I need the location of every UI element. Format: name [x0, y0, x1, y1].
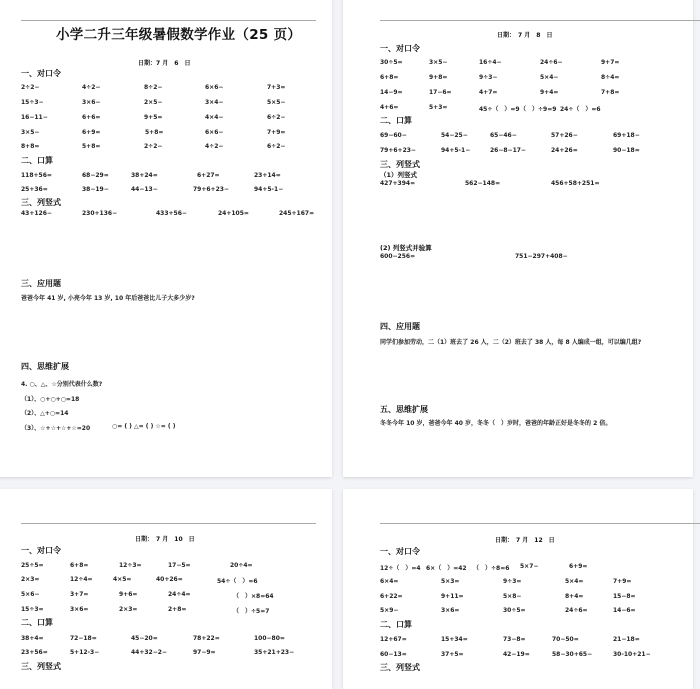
section-heading: 三、列竖式 — [21, 662, 61, 671]
problem: 6×6− — [205, 84, 224, 91]
problem: 15+34= — [441, 636, 468, 643]
problem: 3×6= — [70, 606, 89, 613]
problem: 2÷2− — [21, 84, 40, 91]
problem: 6+8= — [380, 74, 399, 81]
sub-heading: (2) 列竖式并验算 — [380, 244, 432, 252]
problem: 9÷3− — [479, 74, 498, 81]
problem: 9+7= — [601, 59, 620, 66]
problem: 23+56= — [21, 649, 48, 656]
problem: 42−19= — [503, 651, 530, 658]
problem: 30÷5= — [503, 607, 526, 614]
page-header-rule — [21, 20, 316, 21]
section-heading: 一、对口令 — [21, 546, 61, 555]
problem: 245+167= — [279, 210, 315, 217]
problem: 38+4= — [21, 635, 44, 642]
problem: 5+8= — [82, 143, 101, 150]
problem: 15−8= — [613, 593, 636, 600]
problem: 3×6− — [82, 99, 101, 106]
section-heading: 二、口算 — [380, 620, 412, 629]
section-heading: 二、口算 — [21, 618, 53, 627]
problem: 68−29= — [82, 172, 109, 179]
problem: 17−5= — [168, 562, 191, 569]
problem: 2÷2− — [144, 143, 163, 150]
problem: 12÷4= — [70, 576, 93, 583]
problem: 230+136− — [82, 210, 118, 217]
problem: 6+22= — [380, 593, 403, 600]
problem: 24+26= — [551, 147, 578, 154]
problem: 3×6= — [441, 607, 460, 614]
problem: 94+5-1− — [441, 147, 471, 154]
problem: 8÷4= — [601, 74, 620, 81]
problem: 37+5= — [441, 651, 464, 658]
section-heading: 一、对口令 — [380, 547, 420, 556]
problem: 15÷3= — [21, 606, 44, 613]
problem: 6+27= — [197, 172, 220, 179]
problem: 600−256= — [380, 253, 416, 260]
problem: 2×5− — [144, 99, 163, 106]
section-heading: 三、列竖式 — [380, 160, 420, 169]
problem: 54÷（ ）=6 — [217, 578, 258, 585]
problem: 44+32−2− — [131, 649, 167, 656]
problem: 6+8= — [70, 562, 89, 569]
problem: 9+5= — [144, 114, 163, 121]
section-heading: 一、对口令 — [380, 44, 420, 53]
problem: 2×3= — [21, 576, 40, 583]
problem: 24+105= — [218, 210, 249, 217]
problem: 79+6+23− — [193, 186, 229, 193]
problem: 69−60− — [380, 132, 407, 139]
problem: 118+56= — [21, 172, 52, 179]
problem: 16−11− — [21, 114, 48, 121]
problem: 65−46− — [490, 132, 517, 139]
problem: 57+26− — [551, 132, 578, 139]
problem: 60−13= — [380, 651, 407, 658]
problem: 21−18= — [613, 636, 640, 643]
section-heading: 一、对口令 — [21, 69, 61, 78]
problem: 427+394= — [380, 180, 416, 187]
problem: 6×4= — [380, 578, 399, 585]
section-heading: 三、应用题 — [21, 279, 61, 288]
problem: 14−9= — [380, 89, 403, 96]
problem: 38−19− — [82, 186, 109, 193]
problem: 54−25− — [441, 132, 468, 139]
section-heading: 四、思维扩展 — [21, 362, 69, 371]
problem: 2+8= — [168, 606, 187, 613]
section-heading: 五、思维扩展 — [380, 405, 428, 414]
problem: 4+6= — [380, 104, 399, 111]
problem: 5×9− — [380, 607, 399, 614]
problem: 5+3= — [429, 104, 448, 111]
problem: 562−148= — [465, 180, 501, 187]
problem: 12+67= — [380, 636, 407, 643]
question: 4. ○、△、☆分别代表什么数? — [21, 381, 103, 388]
problem: 7+9= — [267, 129, 286, 136]
problem: 24÷6= — [565, 607, 588, 614]
problem: 3×5− — [429, 59, 448, 66]
sub-question: （3）、☆+☆+☆+☆=20 — [21, 425, 91, 432]
problem: 3+7= — [70, 591, 89, 598]
problem: 6+9= — [82, 129, 101, 136]
document-title: 小学二升三年级暑假数学作业（25 页） — [56, 27, 302, 43]
page-1 — [0, 0, 332, 477]
problem: 4÷2− — [205, 143, 224, 150]
problem: 7+9= — [613, 578, 632, 585]
problem: 25+36= — [21, 186, 48, 193]
problem: 5×8− — [503, 593, 522, 600]
word-problem: 同学们参加劳动，二（1）班去了 26 人，二（2）班去了 38 人，每 8 人编成一组，可以编几组? — [380, 339, 642, 346]
problem: 90−18= — [613, 147, 640, 154]
problem: 5×5− — [267, 99, 286, 106]
problem: 8÷2− — [144, 84, 163, 91]
problem: 58−30+65− — [552, 651, 593, 658]
problem: （ ）÷9=9 — [520, 106, 557, 113]
problem: 25÷5= — [21, 562, 44, 569]
problem: 5×3= — [441, 578, 460, 585]
problem: 751−297+408− — [515, 253, 568, 260]
problem: 6+9= — [569, 563, 588, 570]
section-heading: 二、口算 — [380, 116, 412, 125]
problem: 4×5= — [113, 576, 132, 583]
section-heading: 三、列竖式 — [380, 663, 420, 672]
problem: 70−50= — [552, 636, 579, 643]
problem: 24÷（ ）=6 — [560, 106, 601, 113]
problem: 6÷2− — [267, 143, 286, 150]
word-problem: 冬冬今年 10 岁，爸爸今年 40 岁，冬冬（ ）岁时，爸爸的年龄正好是冬冬的 2 倍。 — [380, 420, 612, 427]
problem: 16÷4− — [479, 59, 502, 66]
problem: 15÷3− — [21, 99, 44, 106]
problem: 14−6= — [613, 607, 636, 614]
problem: 24÷6− — [540, 59, 563, 66]
problem: 94+5-1− — [254, 186, 284, 193]
problem: 23+14= — [254, 172, 281, 179]
problem: 7+3= — [267, 84, 286, 91]
problem: 9+4= — [540, 89, 559, 96]
problem: 9÷3= — [503, 578, 522, 585]
problem: 2×3= — [119, 606, 138, 613]
page-date: 日期： 7 月 8 日 — [497, 32, 553, 39]
sub-heading: （1）列竖式 — [380, 171, 418, 179]
problem: 3×4− — [205, 99, 224, 106]
problem: 35+21+23− — [254, 649, 295, 656]
page-date: 日期：7 月 6 日 — [138, 60, 191, 67]
problem: 26−8−17− — [490, 147, 526, 154]
problem: 78+22= — [193, 635, 220, 642]
problem: 5×4= — [565, 578, 584, 585]
problem: 12÷（ ）=4 — [380, 565, 421, 572]
problem: 5×4− — [540, 74, 559, 81]
page-header-rule — [380, 523, 700, 524]
page-4 — [343, 489, 693, 689]
page-date: 日期： 7 月 10 日 — [135, 536, 195, 543]
page-header-rule — [21, 523, 316, 524]
problem: 69+18− — [613, 132, 640, 139]
problem: 97−9= — [193, 649, 216, 656]
page-2 — [343, 0, 693, 477]
problem: 7+8= — [601, 89, 620, 96]
problem: 8+8= — [21, 143, 40, 150]
problem: 6÷2− — [267, 114, 286, 121]
problem: 38+24= — [131, 172, 158, 179]
problem: 43+126− — [21, 210, 52, 217]
problem: 40+26= — [156, 576, 183, 583]
section-heading: 四、应用题 — [380, 322, 420, 331]
problem: 9+8= — [429, 74, 448, 81]
problem: （ ）×8=64 — [233, 593, 274, 600]
word-problem: 爸爸今年 41 岁, 小亮今年 13 岁, 10 年后爸爸比儿子大多少岁? — [21, 295, 195, 302]
problem: 73−8= — [503, 636, 526, 643]
problem: （ ）÷5=7 — [233, 608, 270, 615]
section-heading: 二、口算 — [21, 156, 53, 165]
problem: 72−18= — [70, 635, 97, 642]
problem: 5+8= — [145, 129, 164, 136]
sub-question: （2）、△+○=14 — [21, 410, 69, 417]
problem: 5×6− — [21, 591, 40, 598]
problem: 433+56− — [156, 210, 187, 217]
problem: 45÷（ ）=9 — [479, 106, 520, 113]
problem: 30-10+21− — [613, 651, 651, 658]
problem: 4×4− — [205, 114, 224, 121]
problem: 17−6= — [429, 89, 452, 96]
page-3 — [0, 489, 332, 689]
problem: 3×5− — [21, 129, 40, 136]
answer-blanks: ○= ( ) △= ( ) ☆= ( ) — [112, 423, 176, 430]
problem: 45−20= — [131, 635, 158, 642]
problem: 20÷4= — [230, 562, 253, 569]
problem: 6×6− — [205, 129, 224, 136]
problem: 24÷4= — [168, 591, 191, 598]
problem: 9+6= — [119, 591, 138, 598]
problem: （ ）÷8=6 — [473, 565, 510, 572]
problem: 5+12-3− — [70, 649, 100, 656]
problem: 30÷5= — [380, 59, 403, 66]
problem: 4÷2− — [82, 84, 101, 91]
problem: 44−13− — [131, 186, 158, 193]
problem: 4+7= — [479, 89, 498, 96]
section-heading: 三、列竖式 — [21, 198, 61, 207]
problem: 100−80= — [254, 635, 285, 642]
problem: 8+4= — [565, 593, 584, 600]
problem: 5×7− — [520, 563, 539, 570]
sub-question: （1）、○+○+○=18 — [21, 396, 80, 403]
problem: 79+6+23− — [380, 147, 416, 154]
problem: 6+6= — [82, 114, 101, 121]
problem: 12÷3= — [119, 562, 142, 569]
page-header-rule — [380, 20, 700, 21]
problem: 6×（ ）=42 — [426, 565, 467, 572]
problem: 9+11= — [441, 593, 464, 600]
page-date: 日期： 7 月 12 日 — [495, 537, 555, 544]
problem: 456+58+251= — [551, 180, 600, 187]
